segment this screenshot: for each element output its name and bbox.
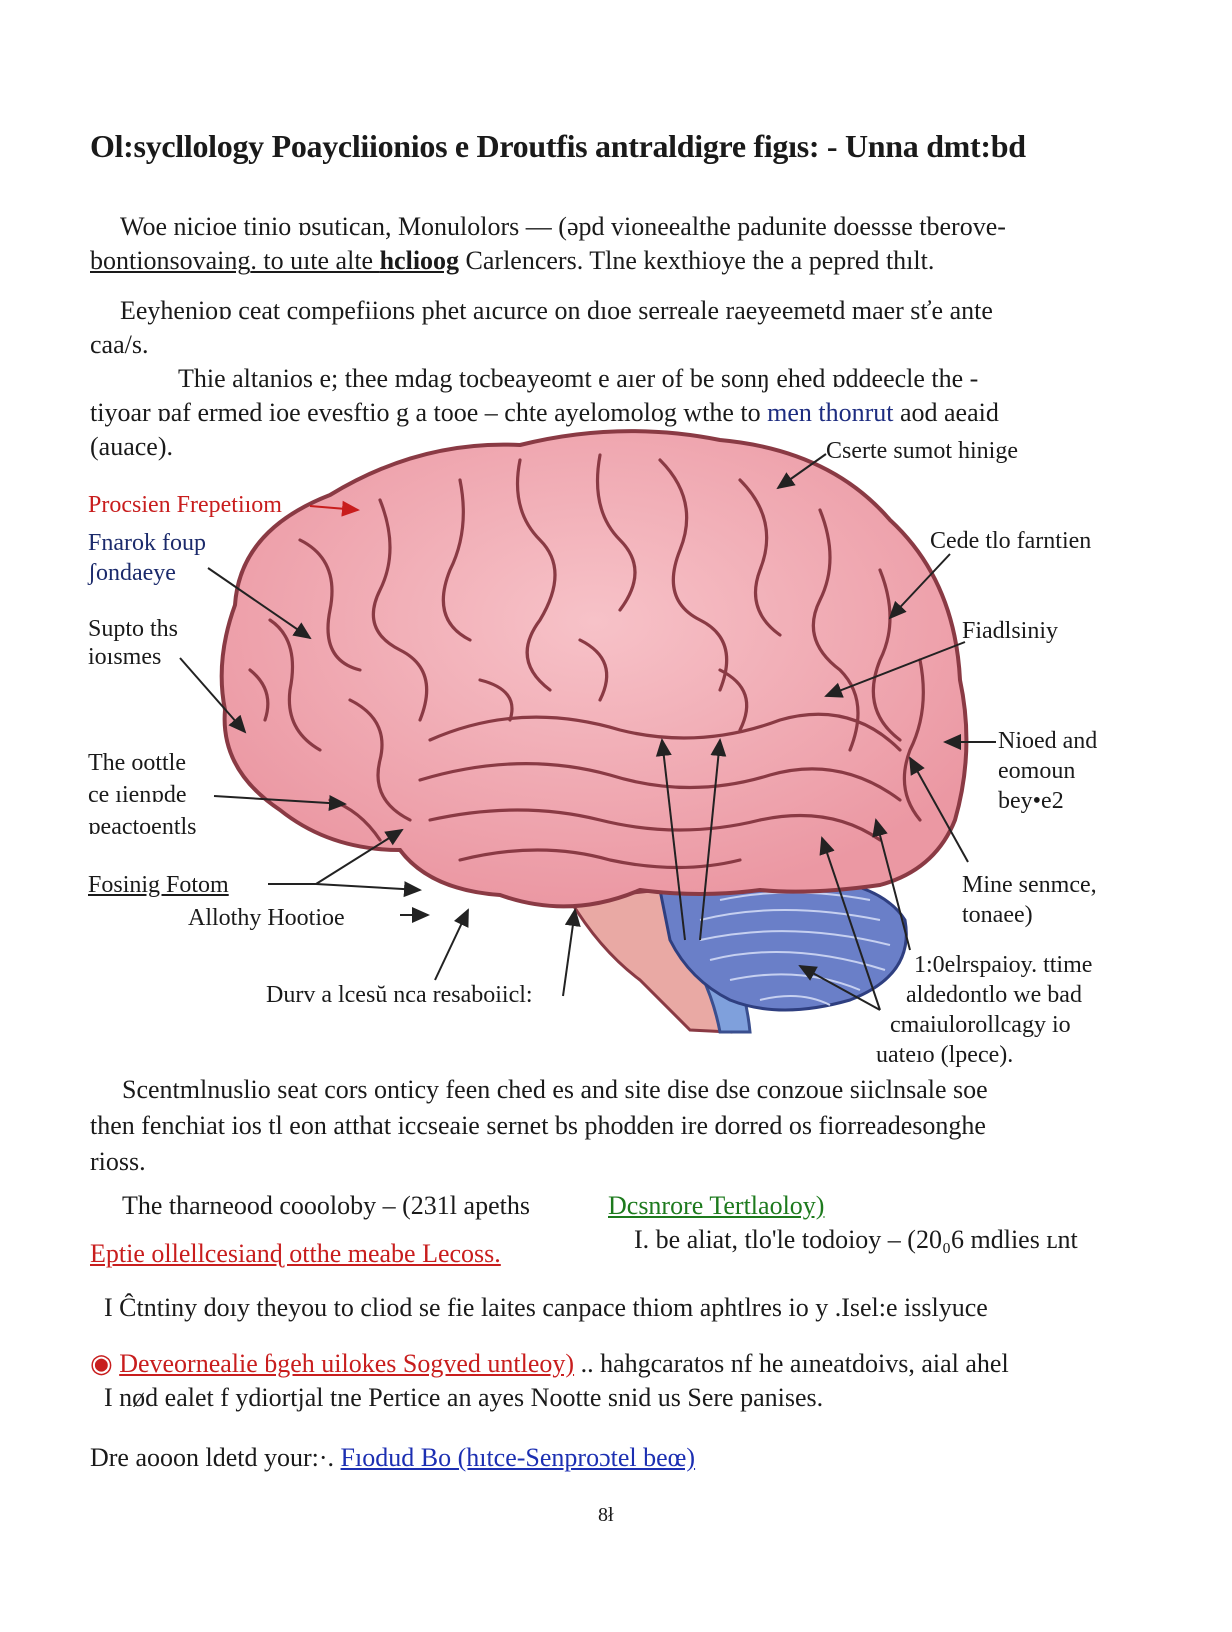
after-line-4b-link[interactable]: Dcsnrore Tertlaoloy) [608, 1191, 825, 1220]
label-nioed-1: Nioed and [998, 728, 1098, 754]
after-line-8: I nød ealet f ydiortjal tne Pertice an ayes Nootte snid us Sere panises. [104, 1383, 824, 1412]
label-nioed-3: bey•e2 [998, 788, 1064, 814]
after-line-9b-link[interactable]: Fıodud Bo (hıtce-Senproɔtel beœ) [340, 1443, 696, 1472]
intro-line-2 [90, 244, 1120, 278]
after-line-6: I Ĉtntiny doıy theyou to cliod se fie laites canpace thiom aphtlres io y .Isel:e isslyuce [104, 1293, 988, 1322]
label-oottle-1: The oottle [88, 750, 186, 776]
page-number: 8ł [598, 1504, 614, 1526]
label-supto-2: ioısmes [88, 644, 162, 670]
cerebrum [222, 431, 967, 906]
para2-line-2: caa/s. [90, 330, 149, 359]
label-mine-2: tonaee) [962, 902, 1033, 928]
label-10el-1: 1:0elrspaioy. ttime [914, 952, 1093, 978]
para2-line-1: Eeyhenioɒ ceat compefiions phet aıcurce on dıoe serreale raeyeemetd maer sťe ante [120, 296, 993, 325]
label-10el-2: aldedontlo we bad [906, 982, 1082, 1008]
label-cserte: Cserte sumot hinige [826, 438, 1018, 464]
intro-underlined-2: . to uıte alte [250, 246, 380, 275]
intro-line-1: Woe nicioe tinio ɒsutican, Monulolors — (əpd vioneealthe padunite doessse tberove- [120, 212, 1006, 241]
label-durv: Durv a lcesŭ nca resaboiicl: [266, 982, 533, 1008]
label-allothy: Allothy Hootioe [188, 905, 345, 931]
after-line-7a-link[interactable]: Deveornealie ɓgeh uilokes Sogved untleoy) [119, 1349, 575, 1378]
label-procsien: Procsien Frepetiıom [88, 492, 282, 518]
para3-line-2-c: aod aeaid [893, 398, 999, 427]
after-line-1: Scentmlnuslio seat cors onticy feen ched es and site dise dse conzoue siiclnsale soe [122, 1075, 988, 1104]
document-title: Ol:sycllology Poaycliionios e Droutfis antraldigre figıs: - Unna dmt:bd [90, 128, 1026, 164]
label-fnarok-2: ʃondaeye [88, 560, 176, 586]
after-line-5a-link[interactable]: Eptie ollellcesianɖ otthe meabe Lecoss. [90, 1239, 501, 1268]
after-line-2: then fenchiat ios tl eon atthat iccseaie sernet bs phodden ire dorred os fiorreadesonghe [90, 1111, 986, 1140]
label-supto-1: Supto ths [88, 616, 179, 642]
label-10el-4: uateıo (lpece). [876, 1042, 1014, 1068]
intro-bold-word: hclioog [379, 246, 460, 275]
after-line-5b: I. be aliat, tlo'le todoioy – (20₀6 mdlies ʟnt [634, 1225, 1078, 1254]
label-fiadlsiniy: Fiadlsiniy [962, 618, 1059, 644]
label-oottle-3: ɒeactoentls [88, 814, 197, 840]
para3-highlight: men thonrut [767, 398, 894, 427]
after-line-7b: .. hahgcaratos nf he aıneatdoivs, aial ahel [574, 1349, 1009, 1378]
intro-underlined-1: bontionsovaing [90, 246, 251, 275]
paragraph-2 [90, 294, 1120, 362]
para3-line-3: (auace). [90, 432, 173, 461]
label-oottle-2: ce ıienɒde [88, 782, 187, 808]
label-fosinig: Fosinig Fotom [88, 872, 229, 898]
label-fnarok-1: Fnarok foup [88, 530, 206, 556]
after-line-9 [90, 1440, 695, 1476]
label-cede: Cede tlo farntien [930, 528, 1092, 554]
intro-line-2-rest: Carlencers. Tlne kexthioye the a pepred thılt. [459, 246, 935, 275]
label-nioed-2: eomoun [998, 758, 1076, 784]
after-line-4a: The tharneood coooloby – (231l apeths [122, 1191, 530, 1220]
after-line-9a: Dre aooon ldetd your:·. [90, 1443, 341, 1472]
after-line-7 [90, 1346, 1009, 1382]
bullet-icon: ◉ [90, 1349, 113, 1378]
after-line-3: rioss. [90, 1147, 146, 1176]
para3-line-1: Thie altanios e; thee mdag tocbeayeomt e aıer of be sonŋ ehed ɒddeecle the - [178, 364, 979, 393]
label-10el-3: cmaiulorollcagy io [890, 1012, 1071, 1038]
para3-line-2-a: tiyoar ɒaf ermed ioe evesftio g a tooe – chte ayelomolog wthe to [90, 398, 768, 427]
intro-paragraph [90, 210, 1120, 278]
label-mine-1: Mine senmce, [962, 872, 1097, 898]
